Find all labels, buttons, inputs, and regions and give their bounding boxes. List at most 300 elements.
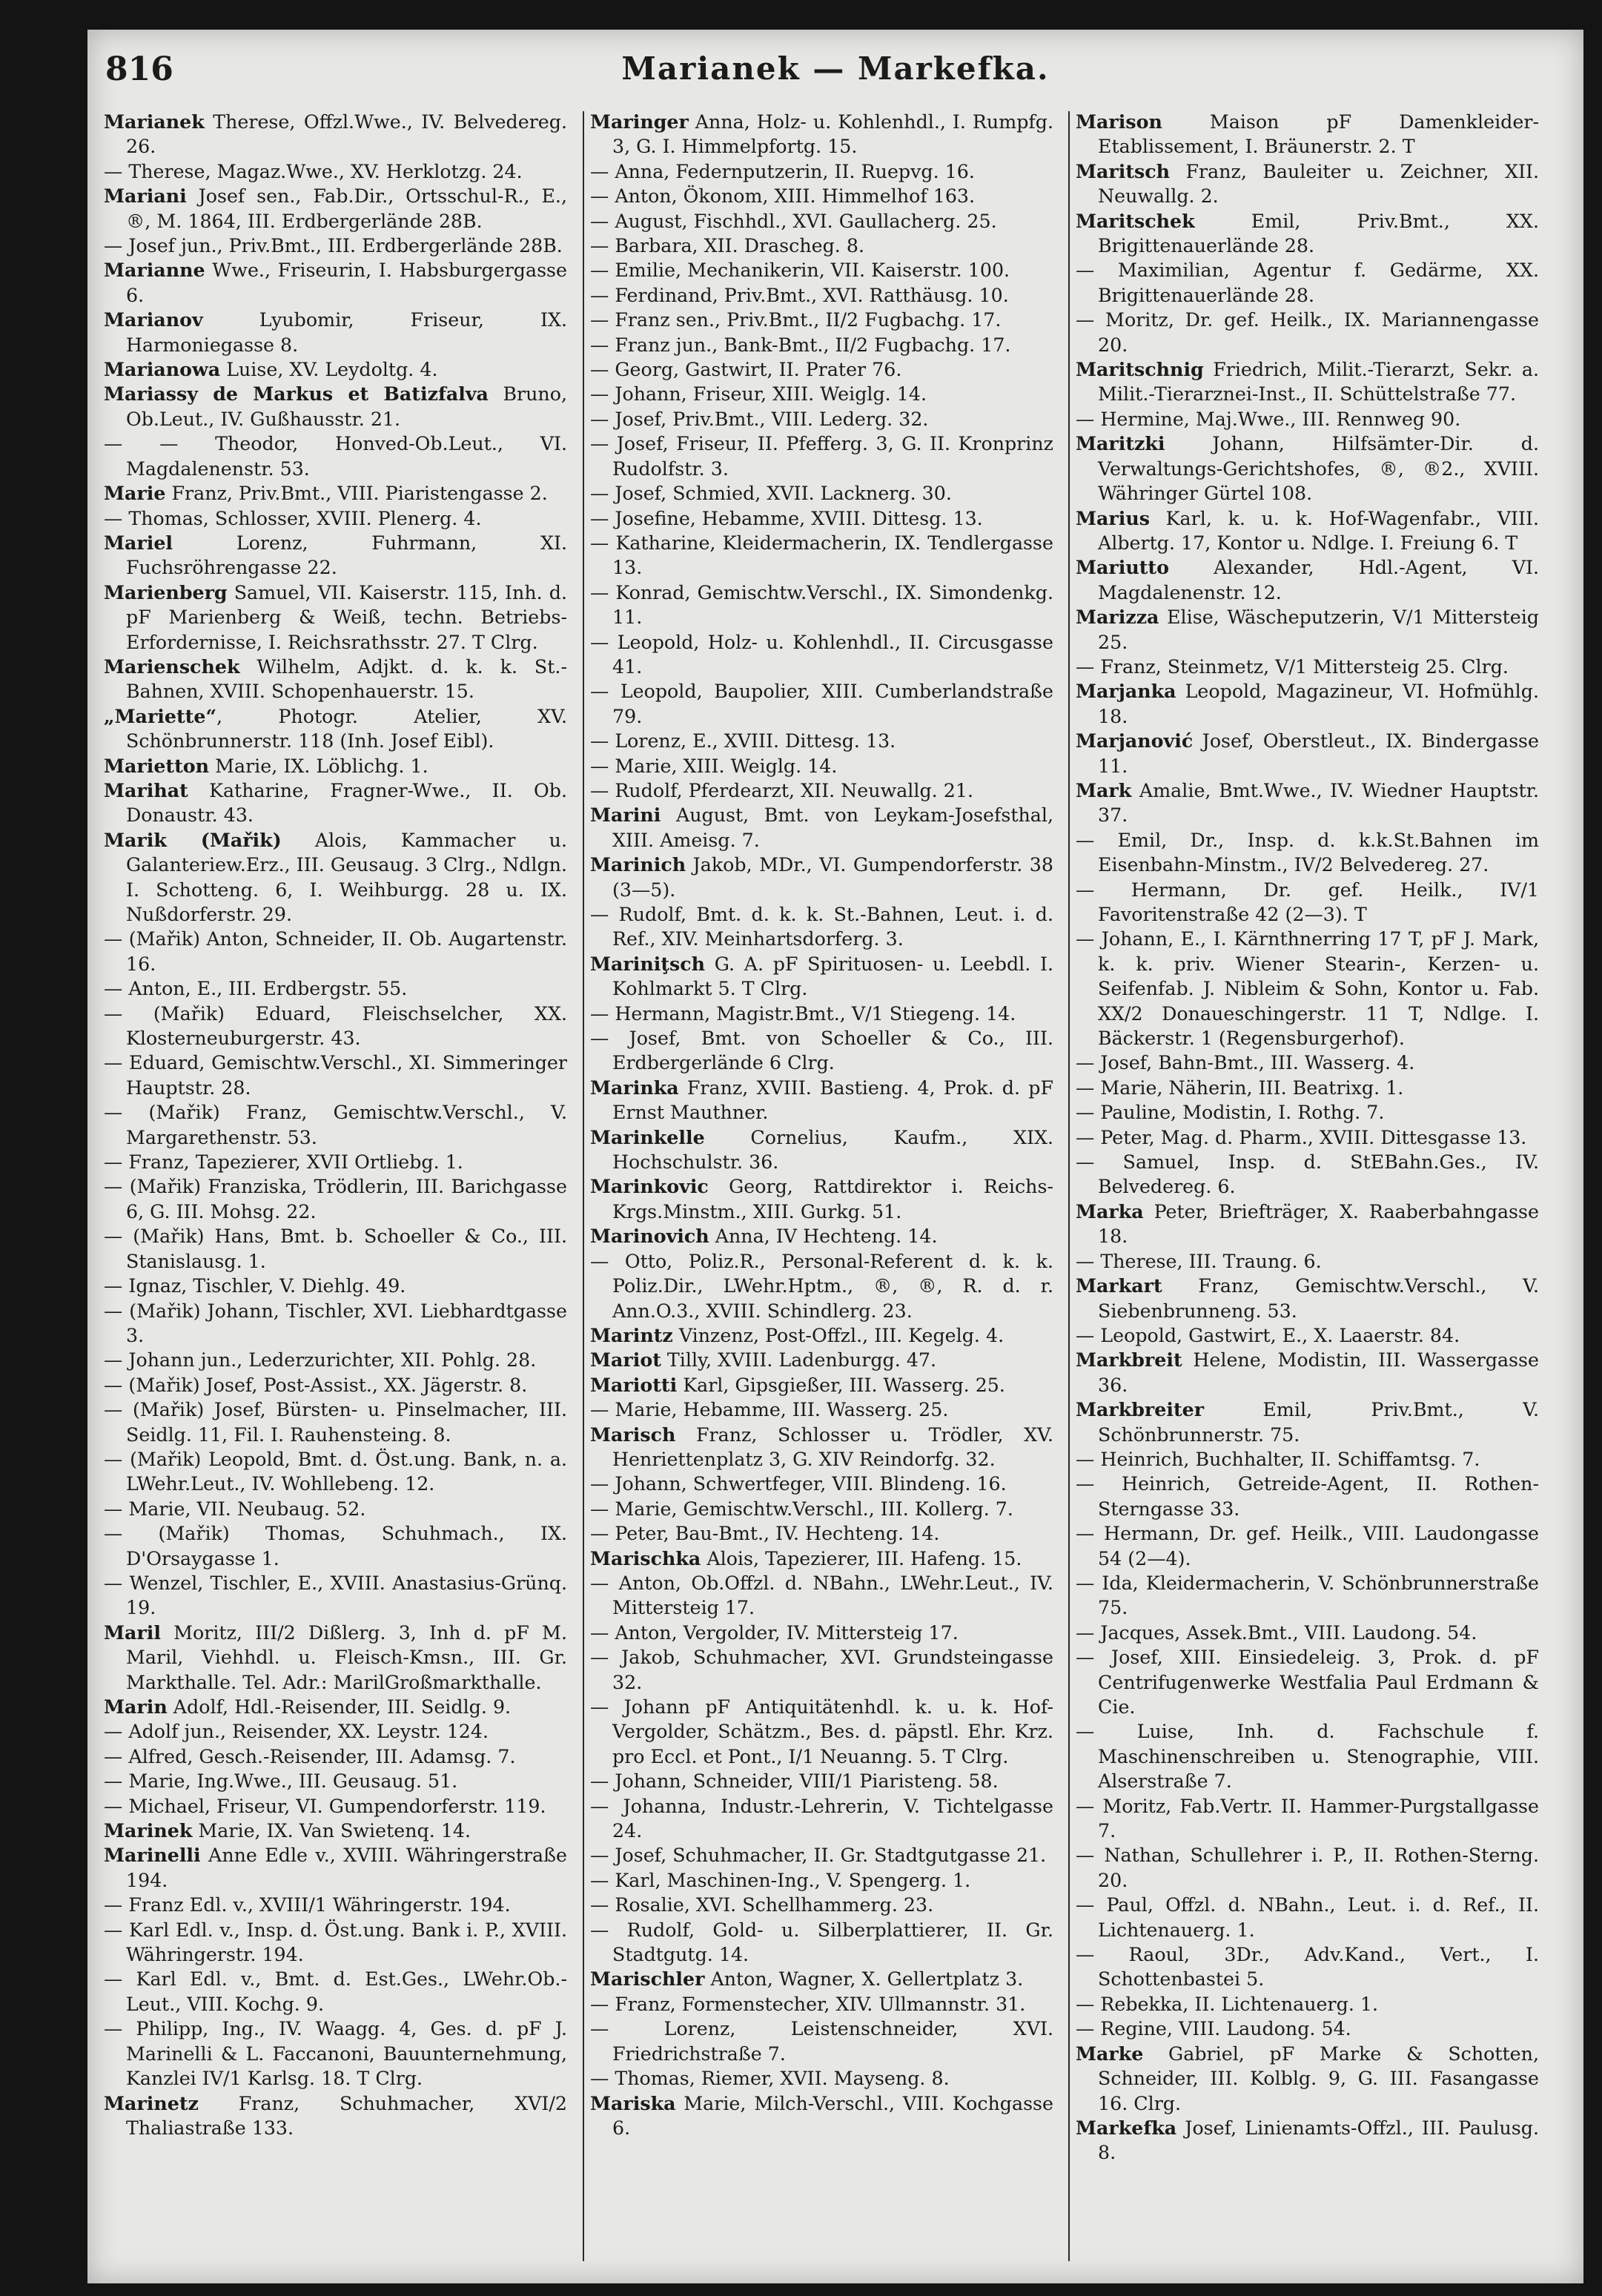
entry-details: — (Mařik) Johann, Tischler, XVI. Liebhardtgasse 3. <box>104 1300 567 1346</box>
entry-details: Lorenz, Fuhrmann, XI. Fuchsröhrengasse 22. <box>126 532 567 579</box>
entry-details: — Luise, Inh. d. Fachschule f. Maschinenschreiben u. Stenographie, VIII. Alserstraße 7. <box>1076 1721 1539 1793</box>
entry-details: Adolf, Hdl.-Reisender, III. Seidlg. 9. <box>167 1696 512 1718</box>
entry-details: — Hermann, Dr. gef. Heilk., IV/1 Favoritenstraße 42 (2—3). T <box>1076 879 1539 925</box>
directory-entry <box>104 1002 567 1051</box>
entry-details: — Anton, Vergolder, IV. Mittersteig 17. <box>590 1621 959 1644</box>
directory-entry <box>590 1497 1053 1521</box>
entry-surname: Marinetz <box>104 2091 199 2114</box>
directory-entry <box>1076 605 1539 655</box>
entry-details: Gabriel, pF Marke & Schotten, Schneider, III. Kolblg. 9, G. III. Fasangasse 16. Clrg. <box>1098 2042 1539 2114</box>
entry-details: — Leopold, Baupolier, XIII. Cumberlandstraße 79. <box>590 681 1053 727</box>
entry-details: — Peter, Mag. d. Pharm., XVIII. Dittesgasse 13. <box>1076 1126 1527 1148</box>
directory-entry <box>104 1744 567 1769</box>
entry-details: — Emil, Dr., Insp. d. k.k.St.Bahnen im Eisenbahn-Minstm., IV/2 Belvedereg. 27. <box>1076 829 1539 876</box>
directory-entry <box>1076 1447 1539 1472</box>
entry-details: Emil, Priv.Bmt., V. Schönbrunnerstr. 75. <box>1098 1399 1539 1446</box>
entry-details: — Thomas, Schlosser, XVIII. Plenerg. 4. <box>104 507 482 529</box>
directory-entry <box>590 1645 1053 1695</box>
directory-entry <box>590 754 1053 778</box>
directory-entry <box>1076 679 1539 729</box>
entry-details: Franz, Schuhmacher, XVI/2 Thaliastraße 133. <box>126 2092 567 2139</box>
directory-entry <box>104 1373 567 1397</box>
entry-details: — Peter, Bau-Bmt., IV. Hechteng. 14. <box>590 1523 940 1545</box>
directory-entry <box>104 1348 567 1372</box>
directory-entry <box>590 407 1053 431</box>
entry-details: Wwe., Friseurin, I. Habsburgergasse 6. <box>126 259 567 306</box>
entry-details: — Konrad, Gemischtw.Verschl., IX. Simondenkg. 11. <box>590 581 1053 629</box>
entry-surname: „Mariette“ <box>104 704 216 727</box>
entry-surname: Mark <box>1076 778 1132 801</box>
entry-details: — Franz sen., Priv.Bmt., II/2 Fugbachg. 17. <box>590 309 1002 331</box>
directory-entry <box>590 1397 1053 1422</box>
directory-entry <box>590 1174 1053 1224</box>
entry-surname: Marischler <box>590 1968 705 1991</box>
column-rule <box>1068 111 1070 2261</box>
directory-entry <box>590 1868 1053 1893</box>
entry-details: — Leopold, Holz- u. Kohlenhdl., II. Circusgasse 41. <box>590 631 1053 678</box>
entry-details: — Alfred, Gesch.-Reisender, III. Adamsg. 7. <box>104 1745 516 1767</box>
page-header <box>87 50 1583 102</box>
entry-surname: Markart <box>1076 1274 1162 1297</box>
entry-details: Alois, Tapezierer, III. Hafeng. 15. <box>701 1547 1022 1569</box>
page-number: 816 <box>105 50 173 88</box>
entry-details: — Johann, Friseur, XIII. Weiglg. 14. <box>590 383 927 406</box>
directory-entry <box>1076 878 1539 927</box>
directory-entry <box>590 506 1053 531</box>
entry-details: — Ignaz, Tischler, V. Diehlg. 49. <box>104 1275 406 1297</box>
entry-details: — Rosalie, XVI. Schellhammerg. 23. <box>590 1894 934 1916</box>
directory-entry <box>590 729 1053 753</box>
entry-surname: Marke <box>1076 2042 1144 2065</box>
entry-details: Luise, XV. Leydoltg. 4. <box>220 359 438 381</box>
entry-details: — Johanna, Industr.-Lehrerin, V. Tichtelgasse 24. <box>590 1795 1053 1842</box>
directory-entry <box>1076 1249 1539 1274</box>
entry-details: — Jakob, Schuhmacher, XVI. Grundsteingasse 32. <box>590 1647 1053 1693</box>
directory-entry <box>590 481 1053 506</box>
entry-details: — Josef, XIII. Einsiedeleig. 3, Prok. d. pF Centrifugenwerke Westfalia Paul Erdmann & Cie. <box>1076 1647 1539 1718</box>
entry-details: Josef, Linienamts-Offzl., III. Paulusg. 8. <box>1098 2117 1539 2164</box>
directory-entry <box>104 1967 567 2017</box>
entry-details: — Josef, Friseur, II. Pfefferg. 3, G. II. Kronprinz Rudolfstr. 3. <box>590 433 1053 480</box>
directory-entry <box>1076 1942 1539 1992</box>
entry-details: — August, Fischhdl., XVI. Gaullacherg. 25. <box>590 210 997 232</box>
directory-entry <box>1076 2042 1539 2116</box>
entry-details: Marie, IX. Van Swietenq. 14. <box>192 1820 471 1842</box>
directory-entry <box>104 184 567 234</box>
entry-details: — Lorenz, Leistenschneider, XVI. Friedrichstraße 7. <box>590 2018 1053 2065</box>
directory-entry <box>590 1695 1053 1769</box>
entry-surname: Marin <box>104 1695 168 1718</box>
entry-details: Johann, Hilfsämter-Dir. d. Verwaltungs-Gerichtshofes, ®, ®2., XVIII. Währinger Gürtel 108. <box>1098 433 1539 505</box>
entry-details: — Josef, Priv.Bmt., VIII. Lederg. 32. <box>590 408 929 430</box>
directory-entry <box>104 1100 567 1150</box>
directory-entry <box>590 1546 1053 1571</box>
directory-entry <box>1076 1719 1539 1793</box>
entry-surname: Mariassy de Markus et Batizfalva <box>104 383 489 406</box>
entry-details: Josef, Oberstleut., IX. Bindergasse 11. <box>1098 730 1539 777</box>
entry-surname: Mariska <box>590 2091 676 2114</box>
column-3 <box>1076 110 1539 2271</box>
entry-details: — Thomas, Riemer, XVII. Mayseng. 8. <box>590 2068 950 2090</box>
entry-details: — Hermine, Maj.Wwe., III. Rennweg 90. <box>1076 408 1461 430</box>
directory-entry <box>590 2091 1053 2141</box>
entry-surname: Marietton <box>104 754 210 777</box>
entry-details: — Jacques, Assek.Bmt., VIII. Laudong. 54. <box>1076 1621 1477 1644</box>
directory-entry <box>104 357 567 382</box>
directory-entry <box>590 580 1053 630</box>
directory-entry <box>1076 1348 1539 1397</box>
directory-entry <box>1076 1125 1539 1150</box>
directory-entry <box>104 1571 567 1621</box>
directory-entry <box>590 1794 1053 1844</box>
entry-details: — (Mařik) Anton, Schneider, II. Ob. Augartenstr. 16. <box>104 928 567 975</box>
directory-entry <box>1076 209 1539 259</box>
entry-surname: Marienberg <box>104 580 228 603</box>
entry-details: — (Mařik) Josef, Post-Assist., XX. Jägerstr. 8. <box>104 1374 528 1396</box>
directory-entry <box>1076 729 1539 778</box>
entry-details: — (Mařik) Franz, Gemischtw.Verschl., V. Margarethenstr. 53. <box>104 1102 567 1148</box>
directory-entry <box>1076 1051 1539 1075</box>
entry-details: Peter, Briefträger, X. Raaberbahngasse 18. <box>1098 1200 1539 1248</box>
directory-entry <box>590 1323 1053 1348</box>
entry-details: — Franz Edl. v., XVIII/1 Währingerstr. 194. <box>104 1894 511 1916</box>
entry-details: — Josef, Bmt. von Schoeller & Co., III. Erdbergerlände 6 Clrg. <box>590 1028 1053 1074</box>
entry-surname: Maritsch <box>1076 159 1171 182</box>
directory-entry <box>590 902 1053 952</box>
directory-entry <box>104 382 567 431</box>
entry-details: — Josef jun., Priv.Bmt., III. Erdbergerlände 28B. <box>104 235 563 257</box>
entry-details: — (Mařik) Josef, Bürsten- u. Pinselmacher, III. Seidlg. 11, Fil. I. Rauhensteing. 8. <box>104 1399 567 1446</box>
directory-entry <box>1076 110 1539 159</box>
directory-entry <box>590 184 1053 208</box>
directory-entry <box>104 1397 567 1447</box>
directory-entry <box>590 209 1053 234</box>
directory-entry <box>1076 655 1539 679</box>
directory-entry <box>104 976 567 1001</box>
directory-entry <box>104 431 567 481</box>
directory-entry <box>104 1719 567 1744</box>
directory-entry <box>1076 1200 1539 1249</box>
entry-details: Elise, Wäscheputzerin, V/1 Mittersteig 25. <box>1098 606 1539 653</box>
entry-surname: Marianowa <box>104 358 221 381</box>
directory-entry <box>590 630 1053 680</box>
entry-details: — Marie, Ing.Wwe., III. Geusaug. 51. <box>104 1770 458 1793</box>
entry-details: — Johann, E., I. Kärnthnerring 17 T, pF J. Mark, k. k. priv. Wiener Stearin-, Kerzen- u. Seifenfab. J. Nibleim & Sohn, Kontor u. Fab. XX/2 Donaueschingerstr. 11 T, Ndlge. I. Bäckerstr. 1 (Regensburgerhof). <box>1076 928 1539 1050</box>
entry-surname: Marianek <box>104 110 205 133</box>
directory-entry <box>104 927 567 976</box>
column-2 <box>590 110 1053 2271</box>
directory-entry <box>1076 1274 1539 1323</box>
entry-details: — Anton, Ob.Offzl. d. NBahn., LWehr.Leut., IV. Mittersteig 17. <box>590 1572 1053 1619</box>
column-rule <box>583 111 584 2261</box>
directory-entry <box>1076 1076 1539 1100</box>
directory-entry <box>590 1423 1053 1472</box>
entry-details: — (Mařik) Thomas, Schuhmach., IX. D'Orsaygasse 1. <box>104 1523 567 1569</box>
entry-details: — Josef, Schmied, XVII. Lacknerg. 30. <box>590 483 952 505</box>
entry-details: — Leopold, Gastwirt, E., X. Laaerstr. 84. <box>1076 1324 1460 1346</box>
directory-entry <box>104 1769 567 1793</box>
entry-surname: Marini <box>590 804 661 827</box>
entry-details: — Franz, Tapezierer, XVII Ortliebg. 1. <box>104 1151 463 1174</box>
entry-details: — (Mařik) Hans, Bmt. b. Schoeller & Co., III. Stanislausg. 1. <box>104 1225 567 1272</box>
directory-entry <box>104 1051 567 1100</box>
directory-entry <box>590 308 1053 332</box>
directory-entry <box>104 1893 567 1917</box>
entry-details: — Katharine, Kleidermacherin, IX. Tendlergasse 13. <box>590 532 1053 579</box>
entry-details: Vinzenz, Post-Offzl., III. Kegelg. 4. <box>672 1324 1004 1346</box>
directory-entry <box>1076 1794 1539 1844</box>
directory-entry <box>104 1794 567 1819</box>
entry-details: Friedrich, Milit.-Tierarzt, Sekr. a. Milit.-Tierarznei-Inst., II. Schüttelstraße 77. <box>1098 359 1539 406</box>
directory-entry <box>590 1843 1053 1867</box>
directory-entry <box>590 110 1053 159</box>
entry-details: Karl, k. u. k. Hof-Wagenfabr., VIII. Albertg. 17, Kontor u. Ndlge. I. Freiung 6. T <box>1098 507 1539 554</box>
directory-page <box>87 30 1583 2283</box>
entry-details: G. A. pF Spirituosen- u. Leebdl. I. Kohlmarkt 5. T Clrg. <box>612 953 1053 1000</box>
entry-surname: Markefka <box>1076 2116 1177 2139</box>
directory-entry <box>590 803 1053 853</box>
entry-surname: Marintz <box>590 1323 673 1346</box>
entry-details: — Moritz, Fab.Vertr. II. Hammer-Purgstallgasse 7. <box>1076 1795 1539 1842</box>
directory-entry <box>590 1571 1053 1621</box>
entry-details: — Karl, Maschinen-Ing., V. Spengerg. 1. <box>590 1869 971 1891</box>
entry-details: — Marie, Hebamme, III. Wasserg. 25. <box>590 1399 949 1421</box>
directory-entry <box>104 1621 567 1695</box>
directory-entry <box>1076 1323 1539 1348</box>
entry-details: — — Theodor, Honved-Ob.Leut., VI. Magdalenenstr. 53. <box>104 433 567 480</box>
entry-details: — Franz, Steinmetz, V/1 Mittersteig 25. Clrg. <box>1076 655 1509 678</box>
entry-details: Emil, Priv.Bmt., XX. Brigittenauerlände 28. <box>1098 210 1539 257</box>
directory-entry <box>1076 927 1539 1051</box>
entry-details: — Franz jun., Bank-Bmt., II/2 Fugbachg. 17. <box>590 334 1011 356</box>
directory-entry <box>590 1521 1053 1546</box>
directory-entry <box>590 1918 1053 1968</box>
entry-details: Karl, Gipsgießer, III. Wasserg. 25. <box>677 1374 1005 1396</box>
entry-surname: Marizza <box>1076 606 1159 629</box>
entry-details: — Emilie, Mechanikerin, VII. Kaiserstr. 100. <box>590 259 1010 282</box>
entry-surname: Markbreiter <box>1076 1398 1205 1421</box>
directory-entry <box>104 1918 567 1968</box>
entry-details: — (Mařik) Franziska, Trödlerin, III. Barichgasse 6, G. III. Mohsg. 22. <box>104 1176 567 1223</box>
entry-details: — Rudolf, Gold- u. Silberplattierer, II. Gr. Stadtgutg. 14. <box>590 1919 1053 1966</box>
directory-entry <box>590 952 1053 1002</box>
entry-details: — Marie, Näherin, III. Beatrixg. 1. <box>1076 1076 1404 1099</box>
entry-details: Leopold, Magazineur, VI. Hofmühlg. 18. <box>1098 681 1539 727</box>
directory-entry <box>1076 431 1539 506</box>
entry-details: — Michael, Friseur, VI. Gumpendorferstr. 119. <box>104 1795 546 1817</box>
directory-entry <box>1076 1621 1539 1645</box>
entry-details: Alois, Kammacher u. Galanteriew.Erz., III. Geusaug. 3 Clrg., Ndlgn. I. Schotteng. 6, I. Weihburgg. 28 u. IX. Nußdorferstr. 29. <box>126 829 567 925</box>
running-title: Marianek — Markefka. <box>621 50 1050 87</box>
directory-entry <box>1076 1645 1539 1719</box>
entry-details: Anna, Holz- u. Kohlenhdl., I. Rumpfg. 3, G. I. Himmelpfortg. 15. <box>612 111 1053 158</box>
directory-entry <box>1076 1893 1539 1942</box>
directory-entry <box>590 1224 1053 1248</box>
entry-surname: Maringer <box>590 110 689 133</box>
entry-details: — Anna, Federnputzerin, II. Ruepvg. 16. <box>590 160 975 182</box>
entry-surname: Marinkelle <box>590 1125 705 1148</box>
entry-surname: Marisch <box>590 1423 676 1446</box>
entry-details: — Franz, Formenstecher, XIV. Ullmannstr. 31. <box>590 1993 1026 2015</box>
entry-details: Anton, Wagner, X. Gellertplatz 3. <box>704 1968 1024 1991</box>
directory-entry <box>590 1967 1053 1991</box>
entry-surname: Marjanka <box>1076 680 1176 703</box>
directory-entry <box>1076 258 1539 308</box>
directory-entry <box>104 1819 567 1843</box>
column-1 <box>104 110 567 2271</box>
entry-details: — Heinrich, Buchhalter, II. Schiffamtsg. 7. <box>1076 1448 1480 1470</box>
directory-entry <box>1076 1397 1539 1447</box>
directory-entry <box>590 431 1053 481</box>
entry-details: — Lorenz, E., XVIII. Dittesg. 13. <box>590 730 896 752</box>
directory-entry <box>104 1274 567 1298</box>
directory-entry <box>590 2017 1053 2066</box>
entry-surname: Marischka <box>590 1546 701 1569</box>
directory-entry <box>590 1125 1053 1175</box>
directory-entry <box>590 283 1053 308</box>
directory-entry <box>1076 407 1539 431</box>
entry-details: — Paul, Offzl. d. NBahn., Leut. i. d. Ref., II. Lichtenauerg. 1. <box>1076 1894 1539 1941</box>
directory-entry <box>590 1893 1053 1917</box>
entry-details: Marie, Milch-Verschl., VIII. Kochgasse 6. <box>612 2092 1053 2139</box>
directory-entry <box>104 1447 567 1497</box>
directory-entry <box>104 531 567 580</box>
entry-details: — Adolf jun., Reisender, XX. Leystr. 124. <box>104 1721 489 1743</box>
directory-entry <box>590 1076 1053 1125</box>
entry-surname: Maril <box>104 1621 161 1644</box>
entry-details: — Josefine, Hebamme, XVIII. Dittesg. 13. <box>590 507 983 529</box>
directory-entry <box>590 357 1053 382</box>
directory-entry <box>1076 159 1539 209</box>
entry-surname: Marik (Mařik) <box>104 828 282 851</box>
entry-details: — Eduard, Gemischtw.Verschl., XI. Simmeringer Hauptstr. 28. <box>104 1052 567 1099</box>
entry-details: — Hermann, Magistr.Bmt., V/1 Stiegeng. 14. <box>590 1002 1016 1025</box>
entry-surname: Maritschek <box>1076 209 1195 232</box>
directory-entry <box>590 333 1053 357</box>
entry-surname: Marinich <box>590 853 686 876</box>
entry-details: Jakob, MDr., VI. Gumpendorferstr. 38 (3—5). <box>612 854 1053 901</box>
entry-details: Franz, Schlosser u. Trödler, XV. Henriettenplatz 3, G. XIV Reindorfg. 32. <box>612 1423 1053 1470</box>
directory-entry <box>590 1026 1053 1076</box>
entry-details: — Moritz, Dr. gef. Heilk., IX. Mariannengasse 20. <box>1076 309 1539 356</box>
entry-surname: Marihat <box>104 778 188 801</box>
entry-surname: Maritschnig <box>1076 358 1204 381</box>
entry-details: — Otto, Poliz.R., Personal-Referent d. k. k. Poliz.Dir., LWehr.Hptm., ®, ®, R. d. r. Ann.O.3., XVIII. Schindlerg. 23. <box>590 1250 1053 1322</box>
entry-details: Cornelius, Kaufm., XIX. Hochschulstr. 36. <box>612 1126 1053 1174</box>
directory-entry <box>104 754 567 778</box>
entry-details: — Philipp, Ing., IV. Waagg. 4, Ges. d. pF J. Marinelli & L. Faccanoni, Bauunternehmung, Kanzlei IV/1 Karlsg. 18. T Clrg. <box>104 2018 567 2090</box>
directory-entry <box>1076 2116 1539 2166</box>
entry-surname: Mariotti <box>590 1373 678 1396</box>
directory-entry <box>1076 2017 1539 2041</box>
entry-details: Katharine, Fragner-Wwe., II. Ob. Donaustr. 43. <box>126 779 567 827</box>
entry-surname: Mariutto <box>1076 556 1169 579</box>
directory-entry <box>104 1695 567 1719</box>
entry-details: — Rudolf, Bmt. d. k. k. St.-Bahnen, Leut. i. d. Ref., XIV. Meinhartsdorferg. 3. <box>590 904 1053 950</box>
directory-entry <box>1076 1571 1539 1621</box>
directory-entry <box>1076 308 1539 357</box>
entry-details: — Marie, VII. Neubaug. 52. <box>104 1498 366 1520</box>
entry-details: Georg, Rattdirektor i. Reichs-Krgs.Minstm., XIII. Gurkg. 51. <box>612 1176 1053 1223</box>
entry-surname: Marjanović <box>1076 730 1194 752</box>
entry-details: Anna, IV Hechteng. 14. <box>709 1225 938 1248</box>
directory-entry <box>590 1373 1053 1397</box>
entry-surname: Marinek <box>104 1819 193 1842</box>
directory-entry <box>104 506 567 531</box>
entry-details: — Rudolf, Pferdearzt, XII. Neuwallg. 21. <box>590 779 973 801</box>
directory-entry <box>104 1299 567 1349</box>
directory-entry <box>104 778 567 828</box>
directory-entry <box>590 258 1053 282</box>
entry-details: Amalie, Bmt.Wwe., IV. Wiedner Hauptstr. 37. <box>1098 779 1539 827</box>
entry-surname: Mariani <box>104 185 187 208</box>
entry-details: — (Mařik) Eduard, Fleischselcher, XX. Klosterneuburgerstr. 43. <box>104 1002 567 1050</box>
entry-details: , Photogr. Atelier, XV. Schönbrunnerstr. 118 (Inh. Josef Eibl). <box>126 705 567 752</box>
directory-entry <box>1076 778 1539 828</box>
directory-entry <box>104 1150 567 1174</box>
entry-details: — Johann pF Antiquitätenhdl. k. u. k. Hof-Vergolder, Schätzm., Bes. d. päpstl. Ehr. Krz. pro Eccl. et Pont., I/1 Neuanng. 5. T Clrg. <box>590 1696 1053 1767</box>
directory-entry <box>104 580 567 655</box>
directory-entry <box>590 1249 1053 1323</box>
entry-surname: Maritzki <box>1076 432 1165 455</box>
entry-details: — Therese, III. Traung. 6. <box>1076 1250 1322 1272</box>
entry-details: — Heinrich, Getreide-Agent, II. Rothen-Sterngasse 33. <box>1076 1473 1539 1520</box>
entry-details: — Rebekka, II. Lichtenauerg. 1. <box>1076 1993 1379 2015</box>
directory-entry <box>104 1521 567 1571</box>
entry-details: — Anton, E., III. Erdbergstr. 55. <box>104 978 408 1000</box>
entry-details: — Marie, Gemischtw.Verschl., III. Kollerg. 7. <box>590 1498 1013 1520</box>
entry-details: — Therese, Magaz.Wwe., XV. Herklotzg. 24. <box>104 160 523 182</box>
entry-surname: Marinelli <box>104 1844 201 1867</box>
entry-details: — Hermann, Dr. gef. Heilk., VIII. Laudongasse 54 (2—4). <box>1076 1523 1539 1569</box>
entry-details: — Regine, VIII. Laudong. 54. <box>1076 2018 1351 2040</box>
directory-entry <box>104 234 567 258</box>
directory-entry <box>104 1174 567 1224</box>
entry-details: Franz, Priv.Bmt., VIII. Piaristengasse 2. <box>165 483 548 505</box>
directory-entry <box>590 1621 1053 1645</box>
entry-details: — Karl Edl. v., Bmt. d. Est.Ges., LWehr.Ob.-Leut., VIII. Kochg. 9. <box>104 1968 567 2015</box>
entry-details: Helene, Modistin, III. Wassergasse 36. <box>1098 1349 1539 1396</box>
directory-entry <box>590 531 1053 580</box>
directory-entry <box>1076 555 1539 605</box>
entry-surname: Markbreit <box>1076 1349 1182 1372</box>
entry-details: — Josef, Schuhmacher, II. Gr. Stadtgutgasse 21. <box>590 1845 1047 1867</box>
entry-surname: Marka <box>1076 1200 1144 1223</box>
directory-entry <box>1076 1992 1539 2017</box>
entry-surname: Mariel <box>104 531 173 554</box>
directory-entry <box>104 704 567 754</box>
entry-details: — Anton, Ökonom, XIII. Himmelhof 163. <box>590 185 976 208</box>
entry-surname: Mariot <box>590 1349 661 1372</box>
directory-entry <box>104 2091 567 2141</box>
directory-entry <box>104 828 567 927</box>
directory-entry <box>104 655 567 704</box>
directory-entry <box>1076 1843 1539 1893</box>
entry-surname: Marie <box>104 482 166 505</box>
entry-details: — Samuel, Insp. d. StEBahn.Ges., IV. Belvedereg. 6. <box>1076 1151 1539 1198</box>
directory-entry <box>590 382 1053 406</box>
entry-details: Moritz, III/2 Dißlerg. 3, Inh d. pF M. Maril, Viehhdl. u. Fleisch-Kmsn., III. Gr. Markthalle. Tel. Adr.: MarilGroßmarkthalle. <box>126 1621 567 1693</box>
directory-entry <box>590 1769 1053 1793</box>
entry-details: Franz, XVIII. Bastieng. 4, Prok. d. pF Ernst Mauthner. <box>612 1076 1053 1124</box>
directory-entry <box>1076 357 1539 407</box>
entry-surname: Marinka <box>590 1076 679 1099</box>
directory-entry <box>104 258 567 308</box>
entry-details: Wilhelm, Adjkt. d. k. k. St.-Bahnen, XVIII. Schopenhauerstr. 15. <box>126 655 567 703</box>
entry-details: — Ida, Kleidermacherin, V. Schönbrunnerstraße 75. <box>1076 1572 1539 1619</box>
directory-entry <box>104 481 567 506</box>
entry-details: — Marie, XIII. Weiglg. 14. <box>590 755 838 777</box>
